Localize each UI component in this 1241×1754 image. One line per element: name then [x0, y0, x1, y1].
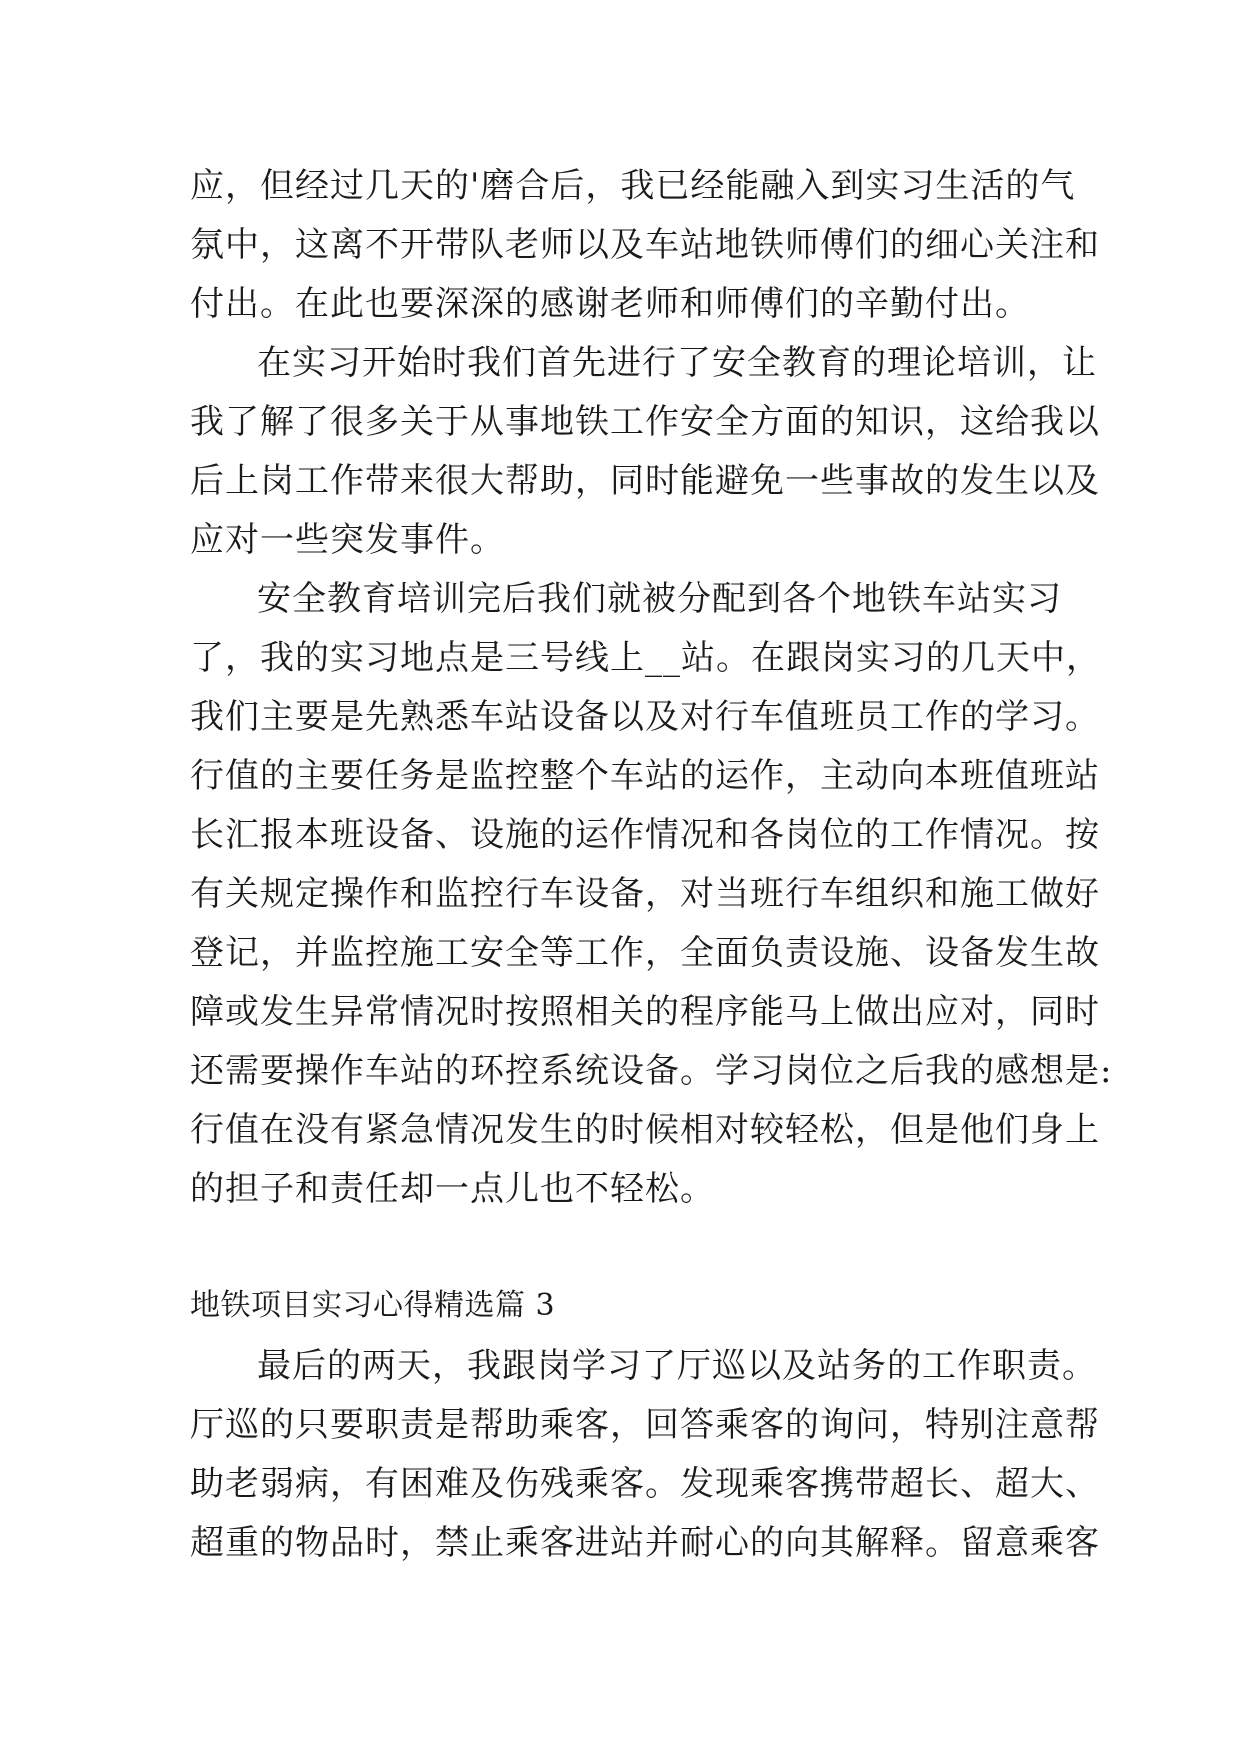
paragraph-3-line-6: 有关规定操作和监控行车设备，对当班行车组织和施工做好 — [190, 874, 1100, 914]
paragraph-4-line-4: 超重的物品时，禁止乘客进站并耐心的向其解释。留意乘客 — [190, 1523, 1100, 1563]
paragraph-3-line-5: 长汇报本班设备、设施的运作情况和各岗位的工作情况。按 — [190, 815, 1100, 855]
paragraph-3-line-8: 障或发生异常情况时按照相关的程序能马上做出应对，同时 — [190, 992, 1100, 1032]
paragraph-3-line-10: 行值在没有紧急情况发生的时候相对较轻松，但是他们身上 — [190, 1110, 1100, 1150]
paragraph-2-line-4: 应对一些突发事件。 — [190, 520, 505, 560]
paragraph-4-line-3: 助老弱病，有困难及伤残乘客。发现乘客携带超长、超大、 — [190, 1464, 1100, 1504]
paragraph-2-line-3: 后上岗工作带来很大帮助，同时能避免一些事故的发生以及 — [190, 461, 1100, 501]
paragraph-3-line-1: 安全教育培训完后我们就被分配到各个地铁车站实习 — [257, 579, 1062, 619]
paragraph-2-line-2: 我了解了很多关于从事地铁工作安全方面的知识，这给我以 — [190, 402, 1100, 442]
paragraph-3-line-11: 的担子和责任却一点儿也不轻松。 — [190, 1169, 715, 1209]
paragraph-2-line-1: 在实习开始时我们首先进行了安全教育的理论培训，让 — [257, 343, 1097, 383]
paragraph-1-line-1: 应，但经过几天的'磨合后，我已经能融入到实习生活的气 — [190, 166, 1076, 206]
paragraph-4-line-2: 厅巡的只要职责是帮助乘客，回答乘客的询问，特别注意帮 — [190, 1405, 1100, 1445]
paragraph-3-line-3: 我们主要是先熟悉车站设备以及对行车值班员工作的学习。 — [190, 697, 1100, 737]
paragraph-4-line-1: 最后的两天，我跟岗学习了厅巡以及站务的工作职责。 — [257, 1346, 1097, 1386]
paragraph-1-line-3: 付出。在此也要深深的感谢老师和师傅们的辛勤付出。 — [190, 284, 1030, 324]
paragraph-3-line-9: 还需要操作车站的环控系统设备。学习岗位之后我的感想是: — [190, 1051, 1113, 1091]
section-heading: 地铁项目实习心得精选篇 3 — [190, 1288, 556, 1323]
paragraph-1-line-2: 氛中，这离不开带队老师以及车站地铁师傅们的细心关注和 — [190, 225, 1100, 265]
paragraph-3-line-2: 了，我的实习地点是三号线上__站。在跟岗实习的几天中， — [190, 638, 1101, 678]
paragraph-3-line-7: 登记，并监控施工安全等工作，全面负责设施、设备发生故 — [190, 933, 1100, 973]
paragraph-3-line-4: 行值的主要任务是监控整个车站的运作，主动向本班值班站 — [190, 756, 1100, 796]
